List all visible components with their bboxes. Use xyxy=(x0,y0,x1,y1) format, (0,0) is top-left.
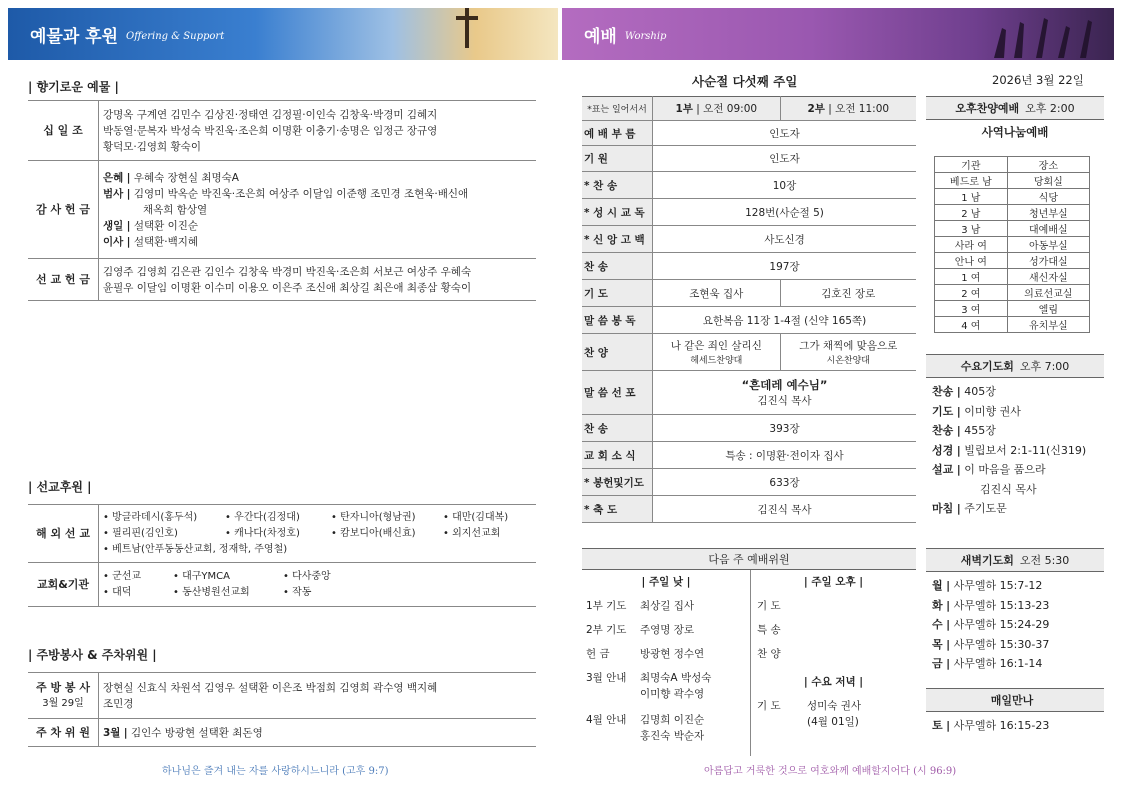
next-afternoon-column: | 주일 오후 | 기 도 특 송 찬 양 | 수요 저녁 | 기 도 성미숙 권사 (4월 01일) xyxy=(757,576,864,728)
order-label: * 축 도 xyxy=(582,496,653,523)
right-footer-verse: 아름답고 거룩한 것으로 여호와께 예배할지어다 (시 96:9) xyxy=(704,766,957,777)
order-label: 찬 양 xyxy=(582,334,653,371)
afternoon-subtitle: 사역나눔예배 xyxy=(981,125,1049,139)
wednesday-header: 수요기도회 오후 7:00 xyxy=(926,354,1104,378)
order-label: * 봉헌및기도 xyxy=(582,469,653,496)
sermon-value: “흔데레 예수님” 김진식 목사 xyxy=(653,371,917,415)
service-section-title: | 주방봉사 & 주차위원 | xyxy=(28,648,157,662)
next-day-column: | 주일 낮 | 1부 기도 최상길 집사 2부 기도 주영명 장로 헌 금 방광현 정수연 3월 안내 최명숙A 박성숙 이미향 곽수영 4월 안내 김명희 이진순 홍진숙 박순자 xyxy=(582,570,751,756)
order-label: * 찬 송 xyxy=(582,172,653,199)
service-table xyxy=(28,672,536,747)
next-week-header: 다음 주 예배위원 xyxy=(582,548,916,570)
offering-section-title: | 향기로운 예물 | xyxy=(28,80,119,94)
order-value: 197장 xyxy=(653,253,917,280)
places-table: 기관 장소 베드로 남 당회실 1 남 식당 2 남 청년부실 3 남 대예배실 사라 여 아동부실 안나 여 성가대실 1 여 새신자실 2 여 의료선교실 3 여 엘림 4 여 유치부실 xyxy=(934,156,1090,333)
offering-header-bar xyxy=(8,8,558,60)
next-week-panel xyxy=(582,548,916,756)
order-label: 기 원 xyxy=(582,146,653,172)
standing-note: *표는 일어서서 xyxy=(582,97,653,121)
daily-manna-item: 토 | 사무엘하 16:15-23 xyxy=(932,719,1050,732)
org-list: • 군선교 • 대구YMCA • 다사중앙 • 대덕 • 동산병원선교회 • 작동 xyxy=(99,563,537,607)
dawn-list: 월 | 사무엘하 15:7-12 화 | 사무엘하 15:13-23 수 | 사무엘하 15:24-29 목 | 사무엘하 15:30-37 금 | 사무엘하 16:1-14 xyxy=(932,579,1050,670)
order-label: 말 씀 봉 독 xyxy=(582,307,653,334)
order-value: 김진식 목사 xyxy=(653,496,917,523)
order-value: 393장 xyxy=(653,415,917,442)
worship-header-title: 예배 xyxy=(584,26,617,47)
order-value: 조현욱 집사 xyxy=(653,280,781,307)
mission-names: 김영주 김영희 김은관 김인수 김창욱 박경미 박진욱·조은희 서보근 여상주 우혜숙 윤필우 이달임 이명환 이수미 이용오 이은주 조신애 최상길 최은애 최종삼 황숙이 xyxy=(99,259,537,301)
order-value: 사도신경 xyxy=(653,226,917,253)
kitchen-names: 장현실 신효식 차원석 김영우 설택환 이은조 박점희 김영희 곽수영 백지혜 조민경 xyxy=(99,673,537,719)
worship-date: 2026년 3월 22일 xyxy=(992,73,1084,87)
order-value: 그가 채찍에 맞음으로 시온찬양대 xyxy=(780,334,916,371)
raised-hands-icon xyxy=(984,14,1104,58)
support-table xyxy=(28,504,536,607)
worship-header-bar xyxy=(562,8,1114,60)
order-value: 인도자 xyxy=(653,146,917,172)
thanks-label: 감 사 헌 금 xyxy=(28,161,99,259)
order-label: 찬 송 xyxy=(582,415,653,442)
order-label: * 성 시 교 독 xyxy=(582,199,653,226)
org-label: 교회&기관 xyxy=(28,563,99,607)
left-footer-verse: 하나님은 즐겨 내는 자를 사랑하시느니라 (고후 9:7) xyxy=(162,766,389,777)
offering-header-subtitle: Offering & Support xyxy=(126,30,225,42)
order-value: 128번(사순절 5) xyxy=(653,199,917,226)
second-service-time: 2부 | 오전 11:00 xyxy=(780,97,916,121)
order-value: 특송 : 이명환·전이자 집사 xyxy=(653,442,917,469)
dawn-header: 새벽기도회 오전 5:30 xyxy=(926,548,1104,572)
worship-title: 사순절 다섯째 주일 xyxy=(692,74,798,89)
overseas-label: 해 외 선 교 xyxy=(28,505,99,563)
order-label: 교 회 소 식 xyxy=(582,442,653,469)
worship-header-subtitle: Worship xyxy=(624,30,667,42)
tithe-label: 십 일 조 xyxy=(28,101,99,161)
mission-label: 선 교 헌 금 xyxy=(28,259,99,301)
daily-manna-header: 매일만나 xyxy=(926,688,1104,712)
offering-table xyxy=(28,100,536,301)
tithe-names: 강명옥 구계연 김민수 김상진·정태연 김정필·이인숙 김창욱·박경미 김혜지 박동열·문복자 박성숙 박진욱·조은희 이명환 이충기·송명은 임정근 장규영 황덕모·김영희 황숙이 xyxy=(99,101,537,161)
order-value: 요한복음 11장 1-4절 (신약 165쪽) xyxy=(653,307,917,334)
support-section-title: | 선교후원 | xyxy=(28,480,92,494)
thanks-names: 은혜 | 우혜숙 장현실 최명숙A 범사 | 김영미 박옥순 박진욱·조은희 여상주 이달임 이준행 조민경 조현욱·배신애 채옥희 함상열 생일 | 설택환 이진순 이사 | 설택환·백지혜 xyxy=(99,161,537,259)
offering-header-title: 예물과 후원 xyxy=(30,26,119,47)
afternoon-header: 오후찬양예배 오후 2:00 xyxy=(926,96,1104,120)
order-label: * 신 앙 고 백 xyxy=(582,226,653,253)
kitchen-label: 주 방 봉 사 3월 29일 xyxy=(28,673,99,719)
parking-names: 3월 | 김인수 방광현 설택환 최돈영 xyxy=(99,719,537,747)
order-label: 기 도 xyxy=(582,280,653,307)
order-label: 찬 송 xyxy=(582,253,653,280)
order-value: 633장 xyxy=(653,469,917,496)
wednesday-list: 찬송 | 405장 기도 | 이미향 권사 찬송 | 455장 성경 | 빌립보서 2:1-11(신319) 설교 | 이 마음을 품으라 김진식 목사 마침 | 주기도문 xyxy=(932,385,1087,515)
cross-icon xyxy=(454,8,480,48)
order-value: 인도자 xyxy=(653,121,917,146)
order-label: 말 씀 선 포 xyxy=(582,371,653,415)
overseas-list: • 방글라데시(홍두석) • 우간다(김정대) • 탄자니아(형남권) • 대만(김대복) • 필리핀(김인호) • 캐나다(차정호) • 캄보디아(배신효) • 외지선교회 • 베트남(안푸동동산교회, 정재학, 주영철) xyxy=(99,505,537,563)
parking-label: 주 차 위 원 xyxy=(28,719,99,747)
order-label: 예 배 부 름 xyxy=(582,121,653,146)
order-value: 10장 xyxy=(653,172,917,199)
worship-order-table xyxy=(582,96,916,523)
first-service-time: 1부 | 오전 09:00 xyxy=(653,97,781,121)
order-value: 나 같은 죄인 살리신 헤세드찬양대 xyxy=(653,334,781,371)
order-value: 김호진 장로 xyxy=(780,280,916,307)
